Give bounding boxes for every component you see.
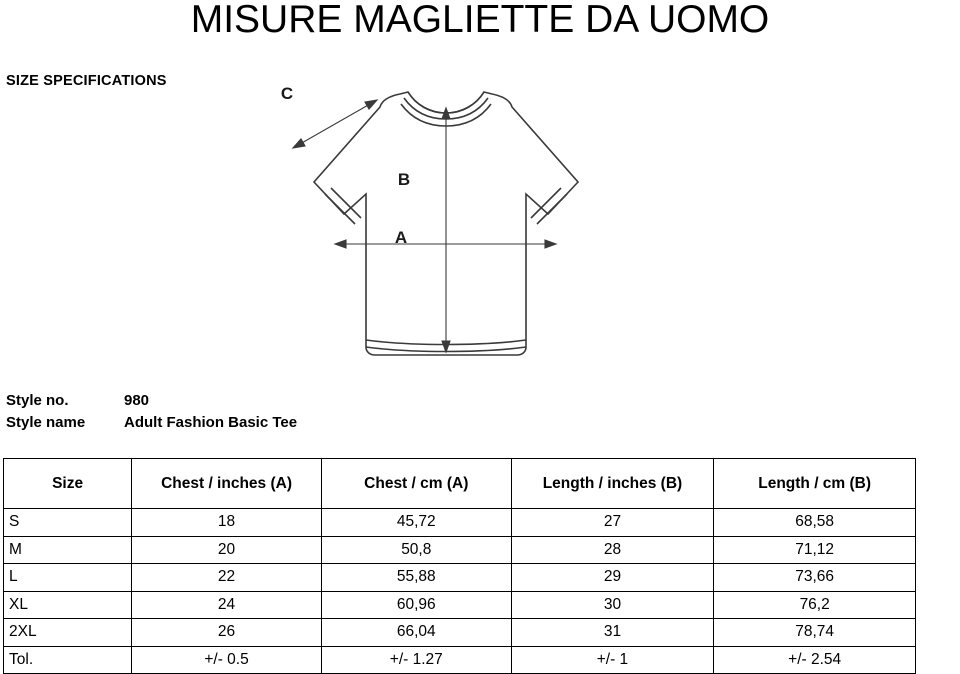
style-name-label: Style name	[6, 414, 86, 431]
cell-length-cm: +/- 2.54	[714, 646, 916, 674]
tshirt-diagram	[230, 72, 630, 377]
cell-size: Tol.	[4, 646, 132, 674]
cell-size: L	[4, 564, 132, 592]
cell-length-inches: +/- 1	[511, 646, 714, 674]
size-table-body	[4, 509, 916, 674]
cell-chest-cm: 66,04	[321, 619, 511, 647]
cell-length-cm: 71,12	[714, 536, 916, 564]
size-table-head	[4, 459, 916, 509]
cell-size: M	[4, 536, 132, 564]
label-a: A	[394, 228, 408, 247]
style-info	[6, 392, 297, 436]
cell-length-cm: 73,66	[714, 564, 916, 592]
table-row	[4, 536, 916, 564]
table-row	[4, 509, 916, 537]
cell-chest-inches: 18	[132, 509, 322, 537]
table-row	[4, 619, 916, 647]
page-title: MISURE MAGLIETTE DA UOMO	[190, 0, 770, 41]
style-no-label: Style no.	[6, 392, 69, 409]
style-no-row	[6, 392, 297, 414]
cell-length-cm: 68,58	[714, 509, 916, 537]
cell-chest-inches: 24	[132, 591, 322, 619]
cell-chest-cm: 55,88	[321, 564, 511, 592]
table-row	[4, 564, 916, 592]
cell-chest-cm: 50,8	[321, 536, 511, 564]
cell-size: XL	[4, 591, 132, 619]
style-name-row	[6, 414, 297, 436]
table-row	[4, 646, 916, 674]
style-no-value: 980	[124, 392, 150, 409]
cell-length-cm: 76,2	[714, 591, 916, 619]
cell-length-inches: 31	[511, 619, 714, 647]
style-name-value: Adult Fashion Basic Tee	[124, 414, 298, 431]
cell-length-inches: 29	[511, 564, 714, 592]
cell-chest-cm: 60,96	[321, 591, 511, 619]
col-header-size: Size	[4, 459, 132, 509]
cell-chest-cm: 45,72	[321, 509, 511, 537]
col-header-length-cm: Length / cm (B)	[714, 459, 916, 509]
cell-length-inches: 27	[511, 509, 714, 537]
cell-chest-inches: 20	[132, 536, 322, 564]
cell-length-inches: 28	[511, 536, 714, 564]
col-header-length-inches: Length / inches (B)	[511, 459, 714, 509]
col-header-chest-inches: Chest / inches (A)	[132, 459, 322, 509]
cell-chest-inches: 22	[132, 564, 322, 592]
cell-length-cm: 78,74	[714, 619, 916, 647]
size-specifications-label: SIZE SPECIFICATIONS	[6, 73, 167, 89]
col-header-chest-cm: Chest / cm (A)	[321, 459, 511, 509]
cell-chest-inches: +/- 0.5	[132, 646, 322, 674]
cell-size: S	[4, 509, 132, 537]
label-b: B	[397, 170, 411, 189]
table-header-row	[4, 459, 916, 509]
cell-chest-cm: +/- 1.27	[321, 646, 511, 674]
tshirt-svg	[230, 72, 630, 377]
label-c: C	[280, 84, 294, 103]
cell-length-inches: 30	[511, 591, 714, 619]
cell-size: 2XL	[4, 619, 132, 647]
cell-chest-inches: 26	[132, 619, 322, 647]
size-table	[3, 458, 916, 674]
table-row	[4, 591, 916, 619]
